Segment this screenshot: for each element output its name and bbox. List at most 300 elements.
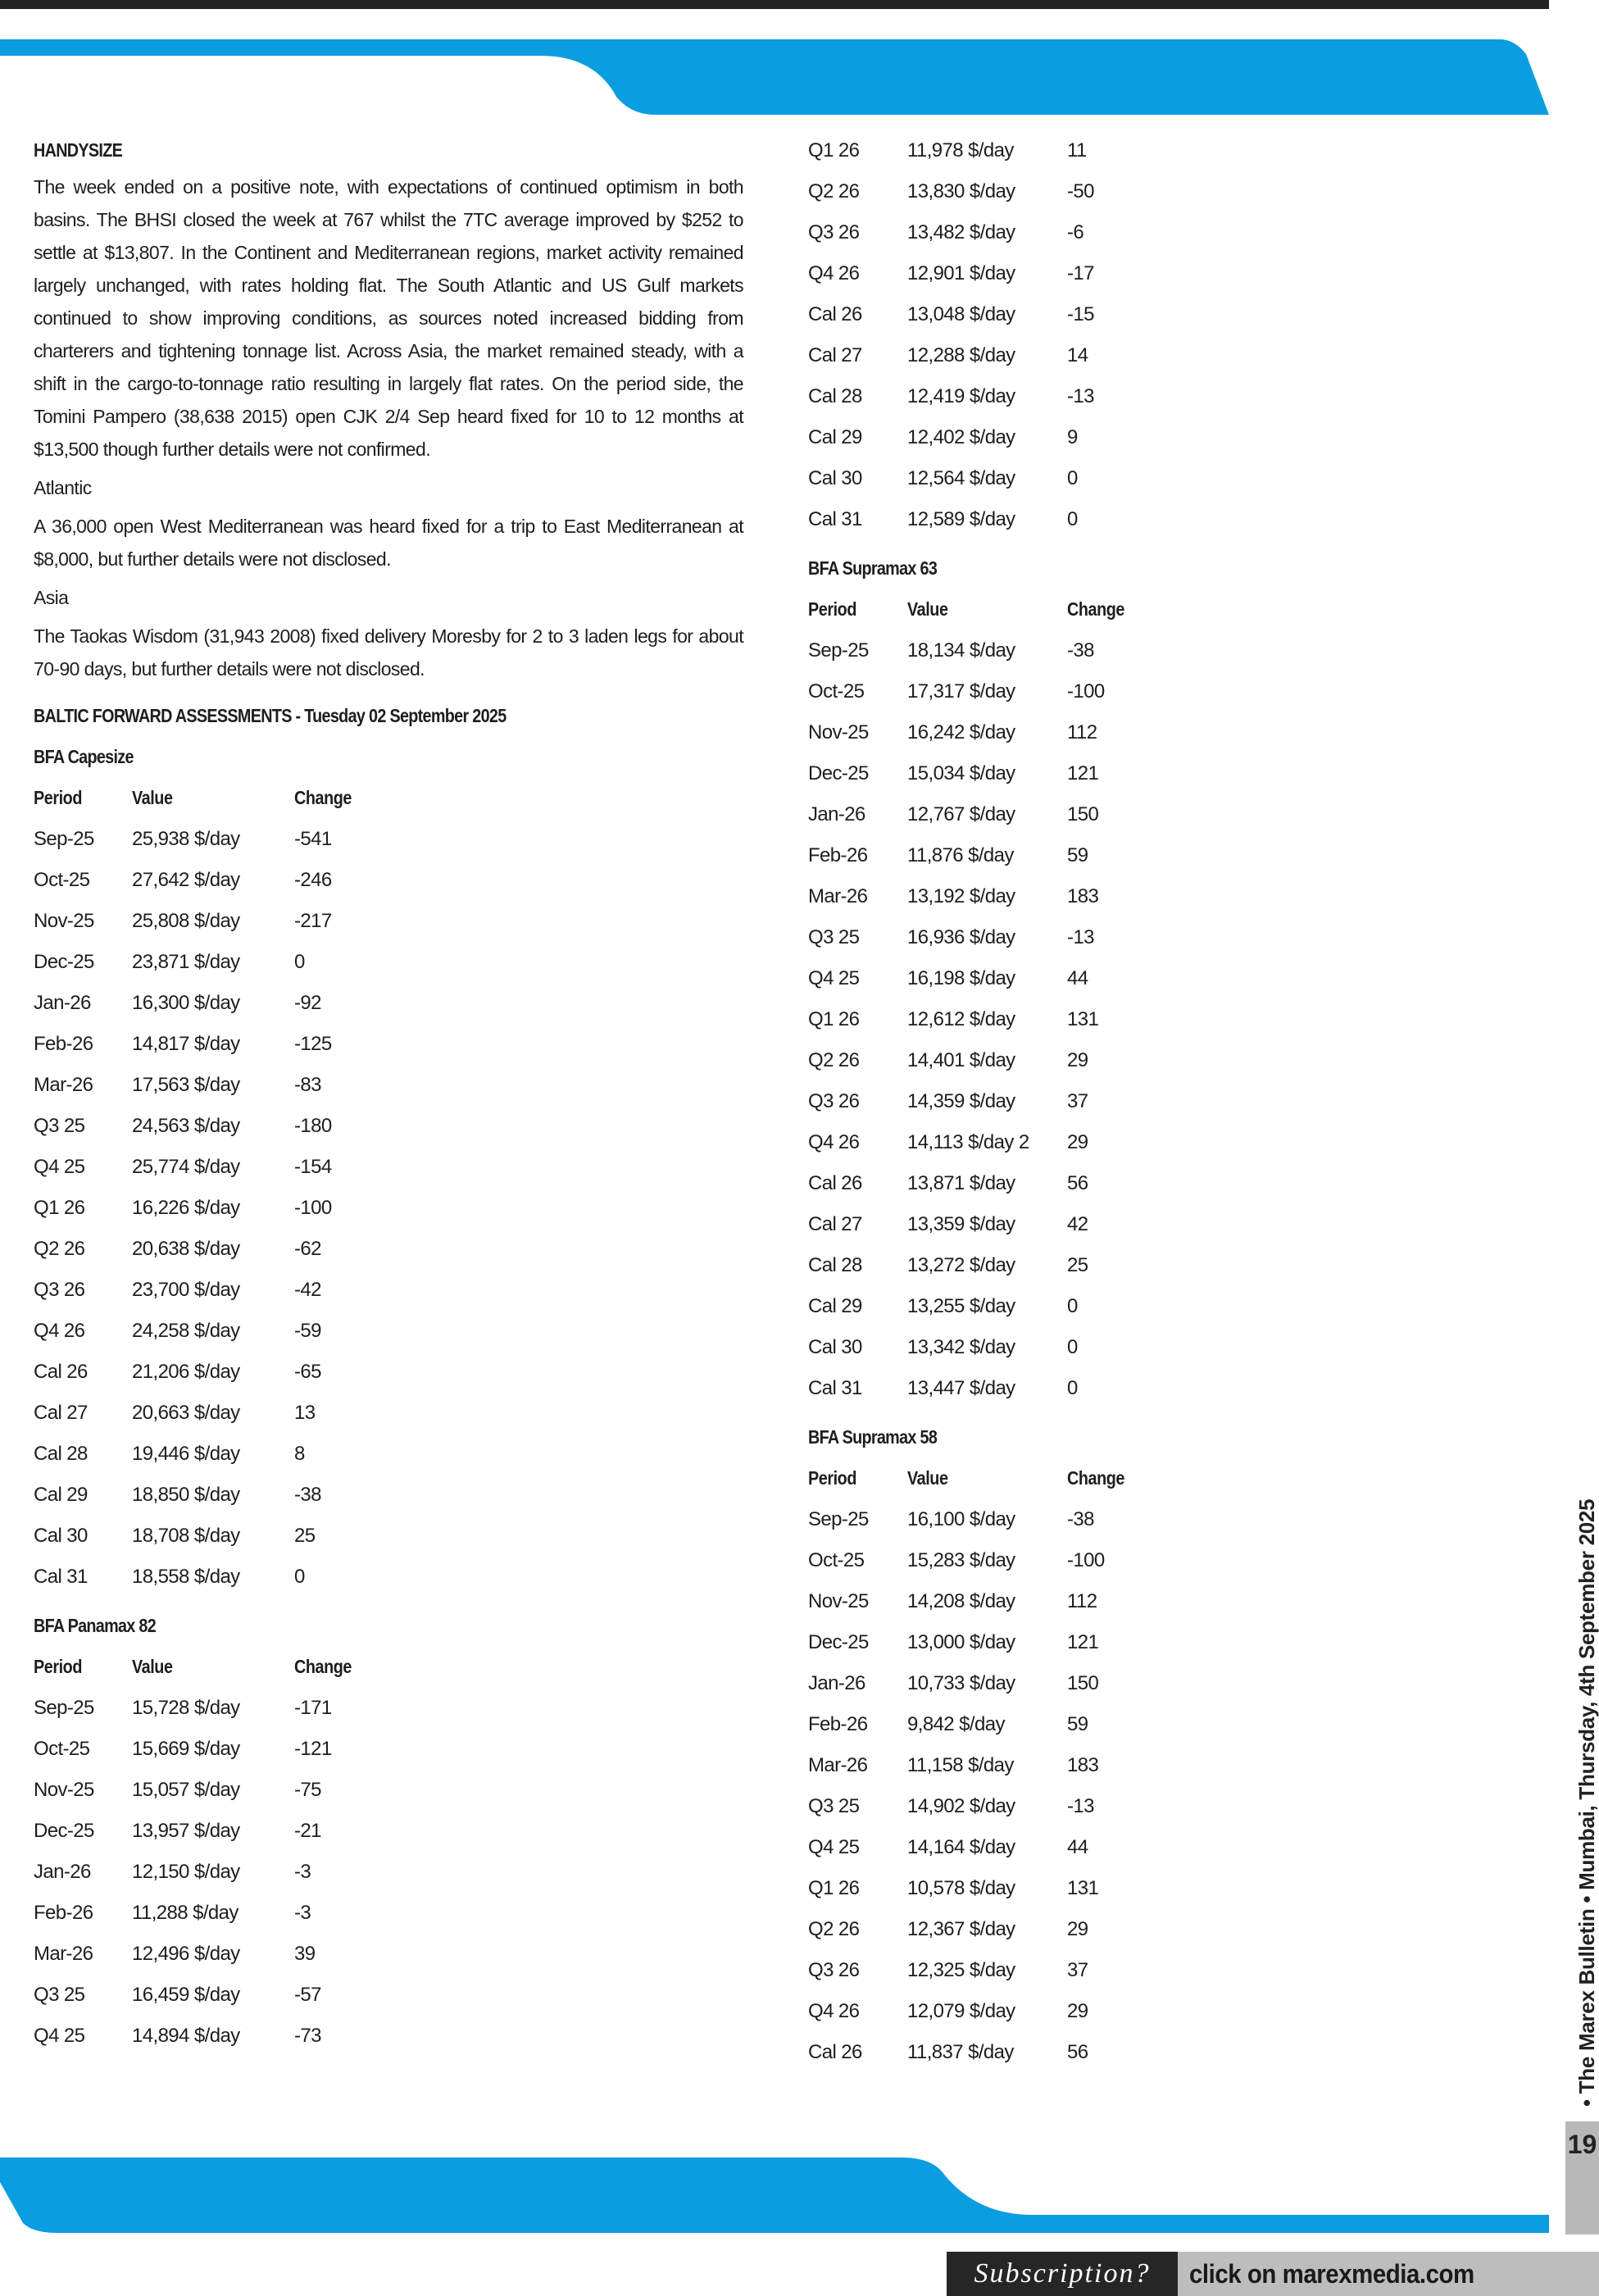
subheading-atlantic: Atlantic xyxy=(34,477,92,498)
table-row xyxy=(34,1820,743,1861)
change-cell: -38 xyxy=(1067,639,1094,662)
value-cell: 18,134 $/day xyxy=(907,639,1015,662)
right-column xyxy=(808,139,1480,2082)
value-cell: 25,938 $/day xyxy=(132,828,240,850)
period-cell: Q4 26 xyxy=(808,2000,860,2022)
column-header: Period xyxy=(808,598,856,620)
table-header-row xyxy=(34,1656,743,1697)
table-row xyxy=(808,680,1480,721)
value-cell: 14,208 $/day xyxy=(907,1590,1015,1612)
period-cell: Feb-26 xyxy=(808,1713,868,1735)
period-cell: Cal 28 xyxy=(34,1443,88,1465)
asia-paragraph: The Taokas Wisdom (31,943 2008) fixed delivery Moresby for 2 to 3 laden legs for about 70-90 days, but further details were not disclosed. xyxy=(34,625,743,680)
value-cell: 12,564 $/day xyxy=(907,467,1015,489)
period-cell: Q4 25 xyxy=(808,1836,860,1858)
period-cell: Cal 30 xyxy=(34,1525,88,1547)
value-cell: 9,842 $/day xyxy=(907,1713,1005,1735)
period-cell: Sep-25 xyxy=(808,1508,869,1530)
change-cell: 0 xyxy=(1067,1377,1078,1399)
table-row xyxy=(808,303,1480,344)
table-row xyxy=(808,2041,1480,2082)
panamax-table-continued xyxy=(808,139,1480,549)
value-cell: 13,342 $/day xyxy=(907,1336,1015,1358)
value-cell: 19,446 $/day xyxy=(132,1443,240,1465)
period-cell: Sep-25 xyxy=(808,639,869,662)
period-cell: Jan-26 xyxy=(808,803,865,825)
subscription-bar[interactable] xyxy=(947,2252,1599,2296)
value-cell: 17,563 $/day xyxy=(132,1074,240,1096)
period-cell: Cal 28 xyxy=(808,385,862,407)
page-number-box xyxy=(1565,2121,1599,2235)
change-cell: -83 xyxy=(294,1074,321,1096)
table-row xyxy=(808,1090,1480,1131)
value-cell: 20,663 $/day xyxy=(132,1402,240,1424)
value-cell: 12,612 $/day xyxy=(907,1008,1015,1030)
value-cell: 25,774 $/day xyxy=(132,1156,240,1178)
period-cell: Jan-26 xyxy=(34,1861,91,1883)
value-cell: 11,876 $/day xyxy=(907,844,1014,866)
value-cell: 12,767 $/day xyxy=(907,803,1015,825)
table-row xyxy=(34,1279,743,1320)
atlantic-paragraph: A 36,000 open West Mediterranean was heard fixed for a trip to East Mediterranean at $8,000, but further details were not disclosed. xyxy=(34,516,743,570)
value-cell: 16,198 $/day xyxy=(907,967,1015,989)
table-row xyxy=(808,1049,1480,1090)
value-cell: 23,700 $/day xyxy=(132,1279,240,1301)
table-row xyxy=(34,1697,743,1738)
change-cell: -38 xyxy=(294,1484,321,1506)
table-row xyxy=(808,508,1480,549)
subheading-asia: Asia xyxy=(34,587,69,608)
value-cell: 13,482 $/day xyxy=(907,221,1015,243)
period-cell: Mar-26 xyxy=(34,1943,93,1965)
running-header-vertical: • The Marex Bulletin • Mumbai, Thursday, 4th September 2025 xyxy=(1574,1498,1599,2107)
change-cell: 131 xyxy=(1067,1877,1099,1899)
change-cell: -75 xyxy=(294,1779,321,1801)
change-cell: -3 xyxy=(294,1861,311,1883)
table-row xyxy=(808,262,1480,303)
period-cell: Feb-26 xyxy=(808,844,868,866)
value-cell: 18,708 $/day xyxy=(132,1525,240,1547)
table-row xyxy=(808,426,1480,467)
column-header: Period xyxy=(808,1467,856,1489)
table-row xyxy=(808,1008,1480,1049)
value-cell: 12,901 $/day xyxy=(907,262,1015,284)
period-cell: Q4 26 xyxy=(34,1320,85,1342)
supramax58-table xyxy=(808,1467,1480,2082)
period-cell: Dec-25 xyxy=(34,1820,94,1842)
change-cell: -62 xyxy=(294,1238,321,1260)
change-cell: 56 xyxy=(1067,1172,1088,1194)
value-cell: 16,226 $/day xyxy=(132,1197,240,1219)
value-cell: 12,496 $/day xyxy=(132,1943,240,1965)
change-cell: 0 xyxy=(294,951,305,973)
table-row xyxy=(34,1033,743,1074)
period-cell: Mar-26 xyxy=(808,885,868,907)
table-row xyxy=(808,885,1480,926)
value-cell: 13,192 $/day xyxy=(907,885,1015,907)
value-cell: 13,359 $/day xyxy=(907,1213,1015,1235)
change-cell: 37 xyxy=(1067,1959,1088,1981)
column-header: Value xyxy=(132,1656,173,1677)
change-cell: -180 xyxy=(294,1115,332,1137)
footer-wave-banner xyxy=(0,2157,1549,2233)
period-cell: Q2 26 xyxy=(808,1918,860,1940)
period-cell: Cal 31 xyxy=(34,1566,88,1588)
change-cell: -59 xyxy=(294,1320,321,1342)
period-cell: Cal 30 xyxy=(808,1336,862,1358)
period-cell: Q2 26 xyxy=(34,1238,85,1260)
change-cell: 9 xyxy=(1067,426,1078,448)
table-row xyxy=(34,1902,743,1943)
value-cell: 16,459 $/day xyxy=(132,1984,240,2006)
table-row xyxy=(34,1525,743,1566)
change-cell: -100 xyxy=(294,1197,332,1219)
period-cell: Cal 26 xyxy=(808,303,862,325)
table-title-supramax58: BFA Supramax 58 xyxy=(808,1426,938,1448)
table-row xyxy=(808,926,1480,967)
table-row xyxy=(808,1877,1480,1918)
value-cell: 18,558 $/day xyxy=(132,1566,240,1588)
table-row xyxy=(34,828,743,869)
table-row xyxy=(808,1254,1480,1295)
table-row xyxy=(34,1115,743,1156)
change-cell: -21 xyxy=(294,1820,321,1842)
change-cell: -38 xyxy=(1067,1508,1094,1530)
value-cell: 11,288 $/day xyxy=(132,1902,238,1924)
period-cell: Jan-26 xyxy=(808,1672,865,1694)
table-row xyxy=(808,385,1480,426)
table-row xyxy=(34,1361,743,1402)
table-header-row xyxy=(808,598,1480,639)
table-header-row xyxy=(34,787,743,828)
table-row xyxy=(808,1713,1480,1754)
period-cell: Q4 25 xyxy=(34,2025,85,2047)
table-row xyxy=(34,1738,743,1779)
change-cell: 183 xyxy=(1067,1754,1099,1776)
period-cell: Oct-25 xyxy=(34,1738,90,1760)
period-cell: Cal 27 xyxy=(34,1402,88,1424)
change-cell: 183 xyxy=(1067,885,1099,907)
table-row xyxy=(34,1484,743,1525)
change-cell: 121 xyxy=(1067,1631,1099,1653)
page-number: 19 xyxy=(1567,2130,1597,2159)
period-cell: Dec-25 xyxy=(34,951,94,973)
change-cell: -15 xyxy=(1067,303,1094,325)
subscription-label: Subscription? xyxy=(974,2258,1151,2289)
change-cell: 59 xyxy=(1067,844,1088,866)
value-cell: 12,419 $/day xyxy=(907,385,1015,407)
table-row xyxy=(808,844,1480,885)
change-cell: -100 xyxy=(1067,680,1105,702)
column-header: Value xyxy=(907,1467,948,1489)
table-row xyxy=(34,1238,743,1279)
table-row xyxy=(808,803,1480,844)
period-cell: Nov-25 xyxy=(34,910,94,932)
value-cell: 12,325 $/day xyxy=(907,1959,1015,1981)
change-cell: 29 xyxy=(1067,1918,1088,1940)
change-cell: 0 xyxy=(1067,508,1078,530)
table-row xyxy=(34,910,743,951)
value-cell: 10,578 $/day xyxy=(907,1877,1015,1899)
period-cell: Q4 26 xyxy=(808,1131,860,1153)
change-cell: 39 xyxy=(294,1943,316,1965)
column-header: Value xyxy=(907,598,948,620)
value-cell: 13,255 $/day xyxy=(907,1295,1015,1317)
value-cell: 14,164 $/day xyxy=(907,1836,1015,1858)
value-cell: 14,817 $/day xyxy=(132,1033,240,1055)
period-cell: Q2 26 xyxy=(808,180,860,202)
change-cell: -3 xyxy=(294,1902,311,1924)
table-row xyxy=(808,1754,1480,1795)
value-cell: 14,113 $/day 2 xyxy=(907,1131,1029,1153)
value-cell: 16,936 $/day xyxy=(907,926,1015,948)
table-row xyxy=(808,1295,1480,1336)
period-cell: Cal 27 xyxy=(808,1213,862,1235)
table-row xyxy=(808,344,1480,385)
value-cell: 14,894 $/day xyxy=(132,2025,240,2047)
value-cell: 15,057 $/day xyxy=(132,1779,240,1801)
change-cell: 25 xyxy=(1067,1254,1088,1276)
table-title-supramax63: BFA Supramax 63 xyxy=(808,557,938,579)
change-cell: 29 xyxy=(1067,1049,1088,1071)
period-cell: Cal 29 xyxy=(808,1295,862,1317)
change-cell: 59 xyxy=(1067,1713,1088,1735)
value-cell: 15,034 $/day xyxy=(907,762,1015,784)
column-header: Period xyxy=(34,787,82,808)
change-cell: 44 xyxy=(1067,1836,1088,1858)
value-cell: 12,288 $/day xyxy=(907,344,1015,366)
value-cell: 13,871 $/day xyxy=(907,1172,1015,1194)
period-cell: Feb-26 xyxy=(34,1902,93,1924)
period-cell: Cal 29 xyxy=(808,426,862,448)
value-cell: 23,871 $/day xyxy=(132,951,240,973)
period-cell: Jan-26 xyxy=(34,992,91,1014)
change-cell: -92 xyxy=(294,992,321,1014)
value-cell: 13,957 $/day xyxy=(132,1820,240,1842)
table-row xyxy=(808,1836,1480,1877)
table-row xyxy=(808,1672,1480,1713)
value-cell: 13,272 $/day xyxy=(907,1254,1015,1276)
change-cell: -246 xyxy=(294,869,332,891)
value-cell: 16,300 $/day xyxy=(132,992,240,1014)
table-row xyxy=(808,721,1480,762)
value-cell: 25,808 $/day xyxy=(132,910,240,932)
period-cell: Nov-25 xyxy=(808,721,869,743)
change-cell: 13 xyxy=(294,1402,316,1424)
change-cell: 0 xyxy=(1067,1336,1078,1358)
value-cell: 18,850 $/day xyxy=(132,1484,240,1506)
change-cell: 150 xyxy=(1067,1672,1099,1694)
change-cell: 29 xyxy=(1067,2000,1088,2022)
period-cell: Cal 27 xyxy=(808,344,862,366)
table-row xyxy=(808,1918,1480,1959)
value-cell: 11,978 $/day xyxy=(907,139,1014,161)
table-row xyxy=(808,139,1480,180)
period-cell: Cal 31 xyxy=(808,1377,862,1399)
value-cell: 14,359 $/day xyxy=(907,1090,1015,1112)
change-cell: 121 xyxy=(1067,762,1099,784)
change-cell: -217 xyxy=(294,910,332,932)
period-cell: Q3 25 xyxy=(34,1984,85,2006)
period-cell: Q1 26 xyxy=(808,1008,860,1030)
change-cell: -154 xyxy=(294,1156,332,1178)
table-row xyxy=(34,1443,743,1484)
table-row xyxy=(808,1590,1480,1631)
table-row xyxy=(808,639,1480,680)
period-cell: Q1 26 xyxy=(34,1197,85,1219)
subscription-link[interactable]: click on marexmedia.com xyxy=(1189,2259,1474,2289)
table-row xyxy=(34,869,743,910)
period-cell: Oct-25 xyxy=(34,869,90,891)
column-header: Change xyxy=(294,1656,352,1677)
supramax63-table xyxy=(808,598,1480,1418)
column-header: Value xyxy=(132,787,173,808)
value-cell: 17,317 $/day xyxy=(907,680,1015,702)
change-cell: -13 xyxy=(1067,385,1094,407)
value-cell: 14,902 $/day xyxy=(907,1795,1015,1817)
table-row xyxy=(808,1549,1480,1590)
table-row xyxy=(34,951,743,992)
table-row xyxy=(34,1156,743,1197)
column-header: Period xyxy=(34,1656,82,1677)
table-row xyxy=(34,1566,743,1607)
table-row xyxy=(34,992,743,1033)
table-row xyxy=(34,1074,743,1115)
value-cell: 11,158 $/day xyxy=(907,1754,1014,1776)
period-cell: Sep-25 xyxy=(34,1697,94,1719)
value-cell: 20,638 $/day xyxy=(132,1238,240,1260)
value-cell: 24,563 $/day xyxy=(132,1115,240,1137)
left-column xyxy=(34,139,743,2066)
change-cell: 112 xyxy=(1067,1590,1097,1612)
change-cell: -73 xyxy=(294,2025,321,2047)
period-cell: Nov-25 xyxy=(34,1779,94,1801)
panamax-table xyxy=(34,1656,743,2066)
change-cell: -57 xyxy=(294,1984,321,2006)
period-cell: Cal 28 xyxy=(808,1254,862,1276)
change-cell: -13 xyxy=(1067,1795,1094,1817)
section-heading-bfa: BALTIC FORWARD ASSESSMENTS - Tuesday 02 September 2025 xyxy=(34,705,507,726)
change-cell: -121 xyxy=(294,1738,332,1760)
table-row xyxy=(808,762,1480,803)
period-cell: Q1 26 xyxy=(808,139,860,161)
change-cell: 150 xyxy=(1067,803,1099,825)
column-header: Change xyxy=(1067,1467,1124,1489)
table-row xyxy=(808,2000,1480,2041)
period-cell: Mar-26 xyxy=(34,1074,93,1096)
period-cell: Oct-25 xyxy=(808,1549,865,1571)
value-cell: 16,100 $/day xyxy=(907,1508,1015,1530)
table-row xyxy=(808,1213,1480,1254)
change-cell: -50 xyxy=(1067,180,1094,202)
table-header-row xyxy=(808,1467,1480,1508)
table-row xyxy=(808,1631,1480,1672)
capesize-table xyxy=(34,787,743,1607)
period-cell: Q3 26 xyxy=(808,1959,860,1981)
table-row xyxy=(34,1320,743,1361)
change-cell: -6 xyxy=(1067,221,1084,243)
table-row xyxy=(808,1131,1480,1172)
table-row xyxy=(808,1172,1480,1213)
period-cell: Feb-26 xyxy=(34,1033,93,1055)
period-cell: Q4 25 xyxy=(34,1156,85,1178)
value-cell: 15,728 $/day xyxy=(132,1697,240,1719)
change-cell: 56 xyxy=(1067,2041,1088,2063)
section-heading-handysize: HANDYSIZE xyxy=(34,139,123,161)
period-cell: Mar-26 xyxy=(808,1754,868,1776)
change-cell: 14 xyxy=(1067,344,1088,366)
period-cell: Q2 26 xyxy=(808,1049,860,1071)
change-cell: 29 xyxy=(1067,1131,1088,1153)
change-cell: 131 xyxy=(1067,1008,1099,1030)
value-cell: 14,401 $/day xyxy=(907,1049,1015,1071)
change-cell: 25 xyxy=(294,1525,316,1547)
table-row xyxy=(808,1508,1480,1549)
change-cell: 42 xyxy=(1067,1213,1088,1235)
value-cell: 12,402 $/day xyxy=(907,426,1015,448)
table-row xyxy=(34,2025,743,2066)
table-row xyxy=(808,221,1480,262)
value-cell: 13,000 $/day xyxy=(907,1631,1015,1653)
value-cell: 12,150 $/day xyxy=(132,1861,240,1883)
top-rule xyxy=(0,0,1549,9)
value-cell: 27,642 $/day xyxy=(132,869,240,891)
change-cell: -171 xyxy=(294,1697,332,1719)
period-cell: Dec-25 xyxy=(808,1631,869,1653)
period-cell: Q4 25 xyxy=(808,967,860,989)
value-cell: 12,589 $/day xyxy=(907,508,1015,530)
period-cell: Oct-25 xyxy=(808,680,865,702)
table-row xyxy=(808,1377,1480,1418)
change-cell: -42 xyxy=(294,1279,321,1301)
table-row xyxy=(808,1336,1480,1377)
table-title-panamax: BFA Panamax 82 xyxy=(34,1615,157,1636)
period-cell: Q1 26 xyxy=(808,1877,860,1899)
value-cell: 11,837 $/day xyxy=(907,2041,1014,2063)
table-row xyxy=(34,1402,743,1443)
period-cell: Dec-25 xyxy=(808,762,869,784)
column-header: Change xyxy=(1067,598,1124,620)
table-row xyxy=(808,180,1480,221)
period-cell: Q3 26 xyxy=(808,1090,860,1112)
period-cell: Cal 30 xyxy=(808,467,862,489)
change-cell: 44 xyxy=(1067,967,1088,989)
change-cell: 0 xyxy=(1067,1295,1078,1317)
period-cell: Q3 25 xyxy=(808,926,860,948)
period-cell: Q3 26 xyxy=(808,221,860,243)
header-wave-banner xyxy=(0,39,1549,115)
table-row xyxy=(34,1943,743,1984)
value-cell: 15,283 $/day xyxy=(907,1549,1015,1571)
change-cell: 11 xyxy=(1067,139,1087,161)
change-cell: -541 xyxy=(294,828,332,850)
change-cell: -17 xyxy=(1067,262,1094,284)
period-cell: Q4 26 xyxy=(808,262,860,284)
period-cell: Nov-25 xyxy=(808,1590,869,1612)
value-cell: 12,079 $/day xyxy=(907,2000,1015,2022)
value-cell: 12,367 $/day xyxy=(907,1918,1015,1940)
period-cell: Q3 26 xyxy=(34,1279,85,1301)
value-cell: 21,206 $/day xyxy=(132,1361,240,1383)
table-title-capesize: BFA Capesize xyxy=(34,746,134,767)
change-cell: 0 xyxy=(1067,467,1078,489)
table-row xyxy=(808,967,1480,1008)
change-cell: 0 xyxy=(294,1566,305,1588)
table-row xyxy=(808,1795,1480,1836)
change-cell: 37 xyxy=(1067,1090,1088,1112)
period-cell: Cal 26 xyxy=(808,2041,862,2063)
table-row xyxy=(34,1197,743,1238)
